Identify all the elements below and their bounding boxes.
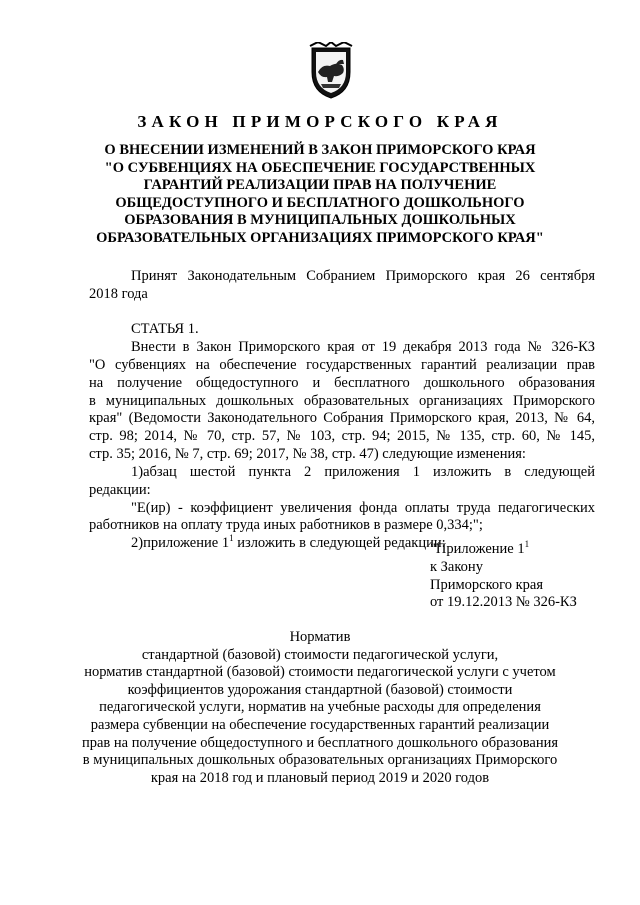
heading-line: ГАРАНТИЙ РЕАЛИЗАЦИИ ПРАВ НА ПОЛУЧЕНИЕ (143, 177, 497, 193)
article-line: стр. 35; 2016, № 7, стр. 69; 2017, № 38, стр. 47) следующие изменения: (89, 446, 526, 462)
heading-line: "О СУБВЕНЦИЯХ НА ОБЕСПЕЧЕНИЕ ГОСУДАРСТВЕННЫХ (104, 159, 536, 176)
item-2-superscript: 1 (229, 533, 234, 543)
item-2-text-before: 2)приложение 1 (131, 535, 230, 551)
item-1-line-2: редакции: (89, 482, 151, 498)
adopted-line-1: Принят Законодательным Собранием Приморского края 26 сентября (131, 268, 595, 284)
item-2-line (131, 535, 446, 553)
norm-line: края на 2018 год и плановый период 2019 и 2020 годов (150, 769, 490, 786)
coat-of-arms-icon (306, 42, 356, 100)
appendix-line-4: от 19.12.2013 № 326-КЗ (430, 594, 577, 611)
article-label: СТАТЬЯ 1. (131, 321, 199, 337)
article-line: в муниципальных дошкольных образовательных организациях Приморского (89, 393, 595, 409)
heading-line: ОБРАЗОВАТЕЛЬНЫХ ОРГАНИЗАЦИЯХ ПРИМОРСКОГО КРАЯ" (96, 229, 544, 246)
norm-line: норматив стандартной (базовой) стоимости педагогической услуги с учетом (84, 664, 556, 681)
law-heading (60, 142, 580, 247)
article-line: стр. 98; 2014, № 70, стр. 57, № 103, стр. 94; 2015, № 135, стр. 60, № 145, (89, 428, 595, 444)
quote-line-2: работников на оплату труда иных работников в размере 0,334;"; (89, 517, 483, 533)
norm-line: стандартной (базовой) стоимости педагогической услуги, (141, 646, 499, 663)
appendix-reference (430, 541, 577, 612)
norm-line: коэффициентов удорожания стандартной (базовой) стоимости (127, 681, 513, 698)
norm-line: прав на получение общедоступного и бесплатного дошкольного образования (81, 734, 559, 751)
article-line: "О субвенциях на обеспечение государственных гарантий реализации прав (89, 357, 595, 373)
norm-heading (40, 629, 600, 787)
norm-line: размера субвенции на обеспечение государственных гарантий реализации (90, 716, 550, 733)
norm-line: педагогической услуги, норматив на учебные расходы для определения (99, 699, 541, 716)
quote-line-1: "Е(ир) - коэффициент увеличения фонда оплаты труда педагогических (131, 500, 595, 516)
appendix-line-2: к Закону (430, 558, 483, 575)
heading-line: ОБРАЗОВАНИЯ В МУНИЦИПАЛЬНЫХ ДОШКОЛЬНЫХ (124, 212, 516, 228)
appendix-line-3: Приморского края (430, 576, 544, 593)
norm-title: Норматив (289, 629, 351, 645)
adopted-line-2: 2018 года (89, 286, 148, 302)
appendix-superscript: 1 (524, 539, 530, 549)
law-title: ЗАКОН ПРИМОРСКОГО КРАЯ (137, 112, 503, 131)
heading-line: ОБЩЕДОСТУПНОГО И БЕСПЛАТНОГО ДОШКОЛЬНОГО (115, 194, 525, 211)
article-line: Внести в Закон Приморского края от 19 декабря 2013 года № 326-КЗ (131, 339, 595, 355)
item-1-line-1: 1)абзац шестой пункта 2 приложения 1 изложить в следующей (131, 464, 595, 480)
article-line: края" (Ведомости Законодательного Собрания Приморского края, 2013, № 64, (89, 410, 595, 426)
norm-line: в муниципальных дошкольных образовательных организациях Приморского (82, 752, 558, 769)
heading-line: О ВНЕСЕНИИ ИЗМЕНЕНИЙ В ЗАКОН ПРИМОРСКОГО КРАЯ (104, 142, 536, 158)
item-2-text-after: изложить в следующей редакции: (233, 535, 446, 551)
appendix-line-1 (430, 541, 577, 559)
appendix-title: "Приложение 1 (430, 541, 525, 557)
article-line: на получение общедоступного и бесплатного дошкольного образования (89, 375, 595, 391)
